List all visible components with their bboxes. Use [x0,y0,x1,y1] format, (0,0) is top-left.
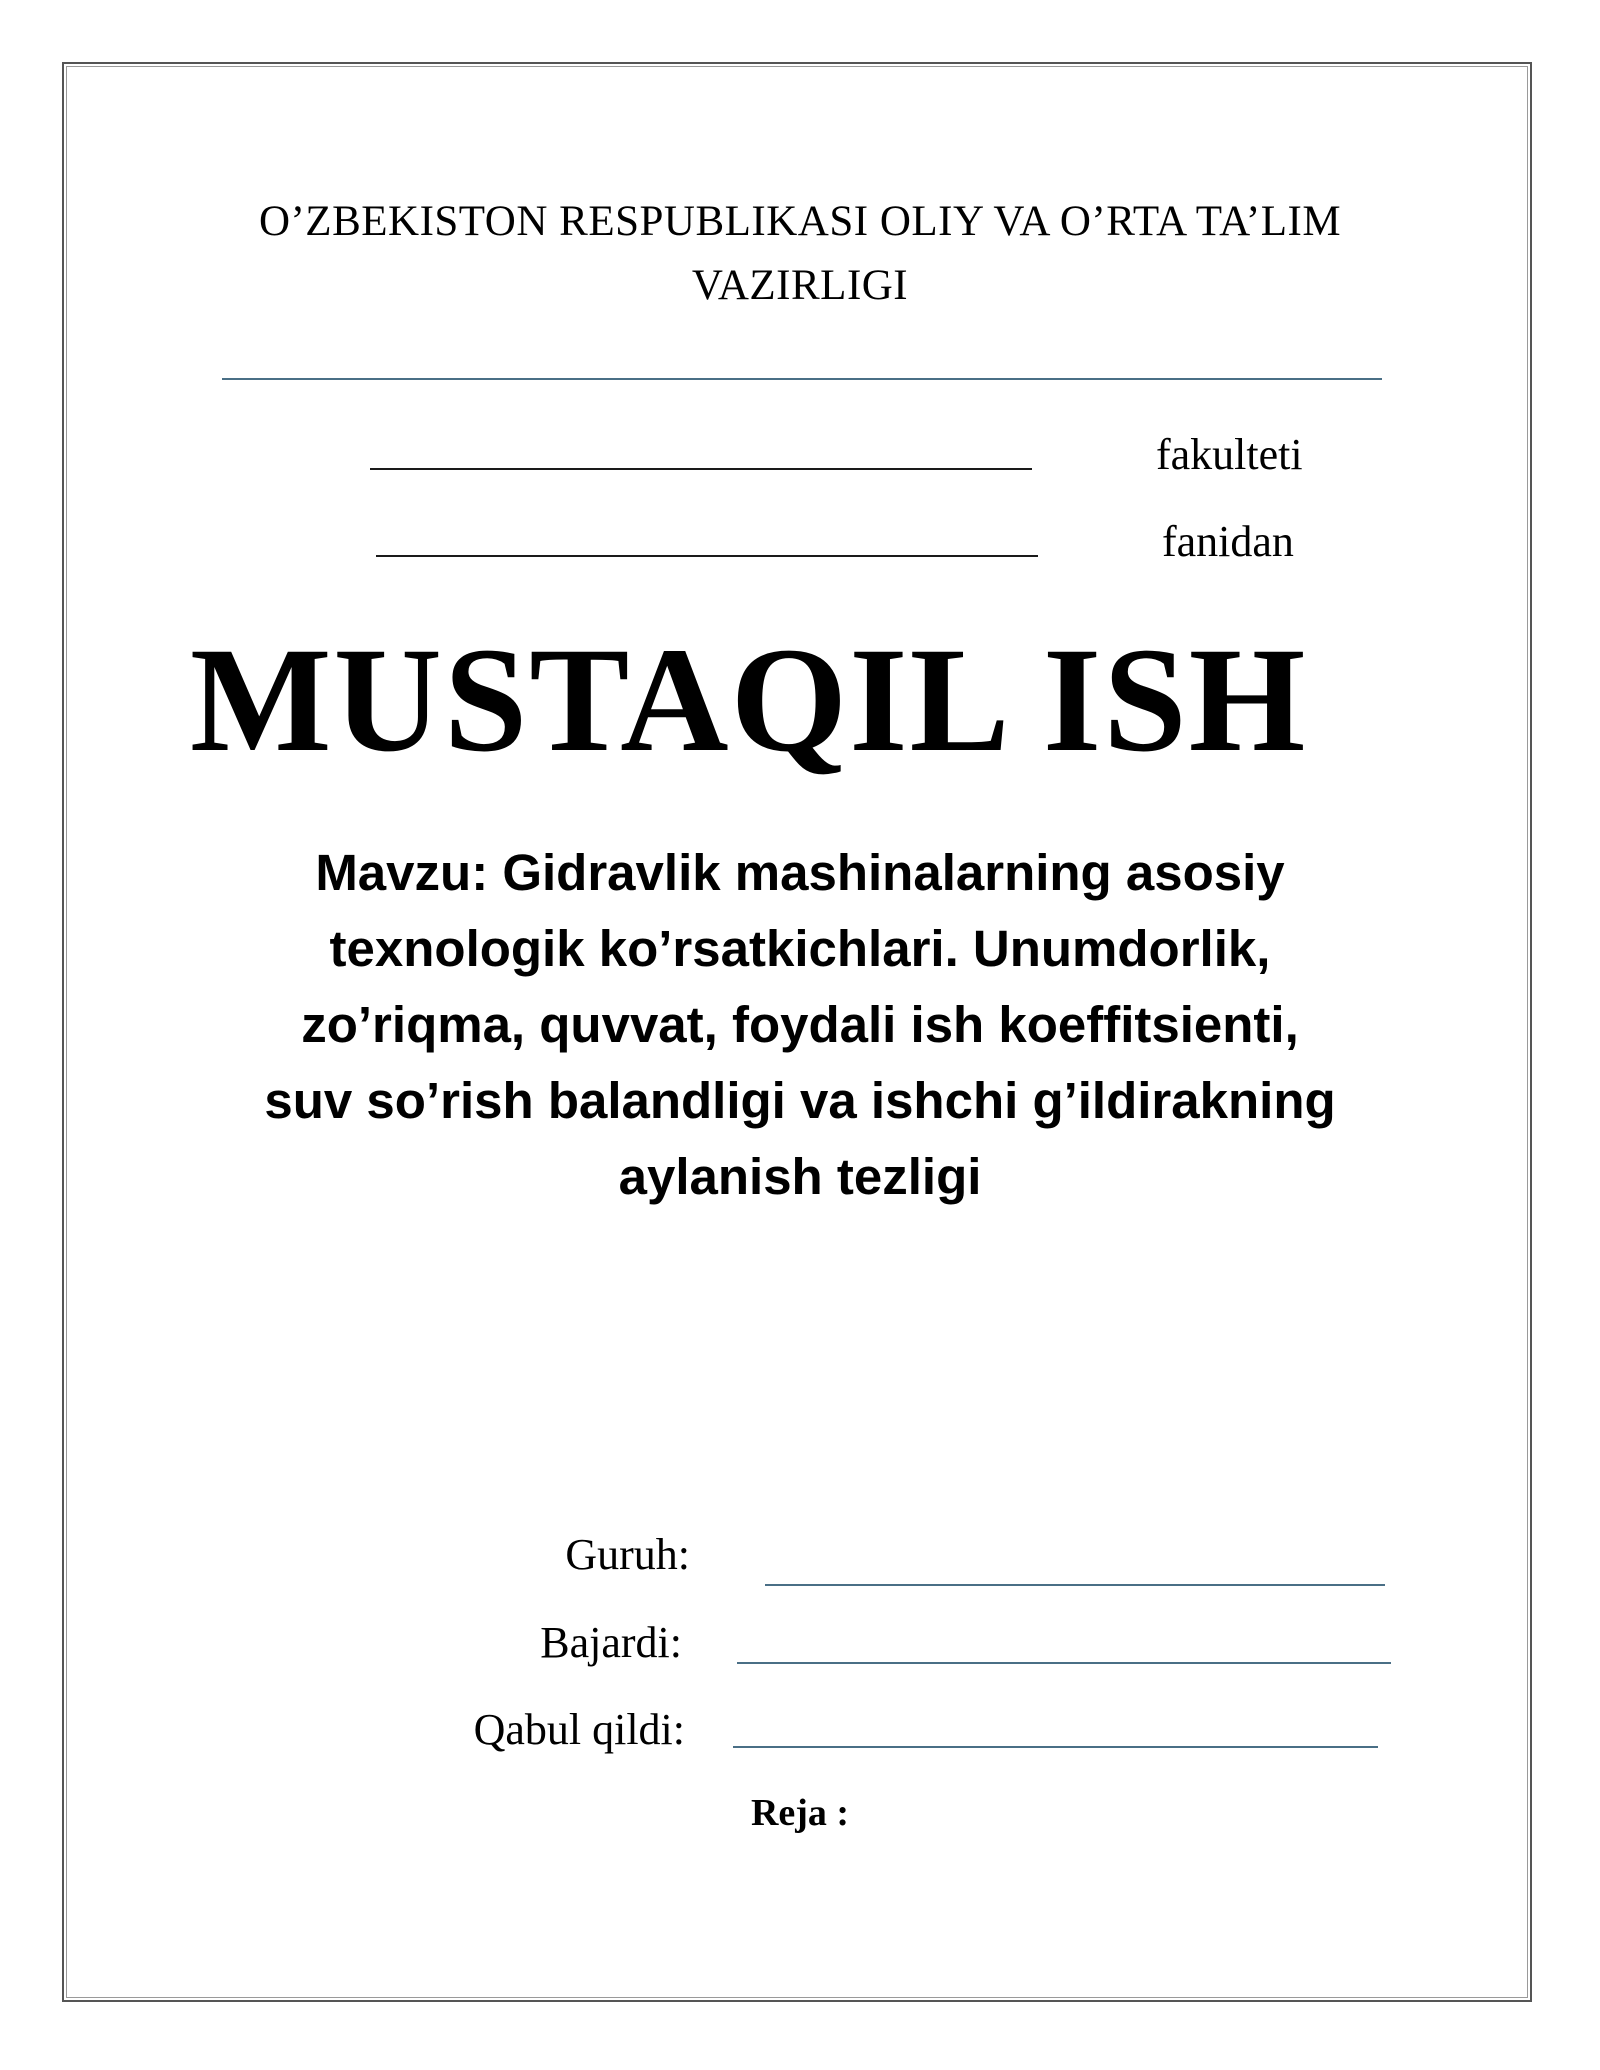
ministry-line-1: O’ZBEKISTON RESPUBLIKASI OLIY VA O’RTA TA’LIM [258,198,1342,245]
topic-line-3: zo’riqma, quvvat, foydali ish koeffitsienti, [301,996,1299,1053]
group-blank-line [765,1584,1385,1586]
topic-line-2: texnologik ko’rsatkichlari. Unumdorlik, [329,920,1271,977]
plan-label: Reja : [750,1792,850,1834]
topic-line-4: suv so’rish balandligi va ishchi g’ildirakning [264,1072,1336,1129]
university-blank-line [222,378,1382,380]
performed-label: Bajardi: [540,1618,682,1667]
faculty-label: fakulteti [1156,430,1303,479]
topic-block [140,835,1460,1215]
topic-line-1: Mavzu: Gidravlik mashinalarning asosiy [315,844,1285,901]
subject-blank-line [376,555,1038,557]
topic-line-5: aylanish tezligi [618,1148,982,1205]
document-title: MUSTAQIL ISH [190,617,1308,783]
accepted-label: Qabul qildi: [473,1705,685,1754]
group-label: Guruh: [565,1530,690,1579]
accepted-blank-line [733,1746,1378,1748]
performed-blank-line [737,1662,1391,1664]
ministry-heading [160,190,1440,318]
ministry-line-2: VAZIRLIGI [691,262,909,309]
subject-label: fanidan [1162,517,1294,566]
faculty-blank-line [370,468,1032,470]
